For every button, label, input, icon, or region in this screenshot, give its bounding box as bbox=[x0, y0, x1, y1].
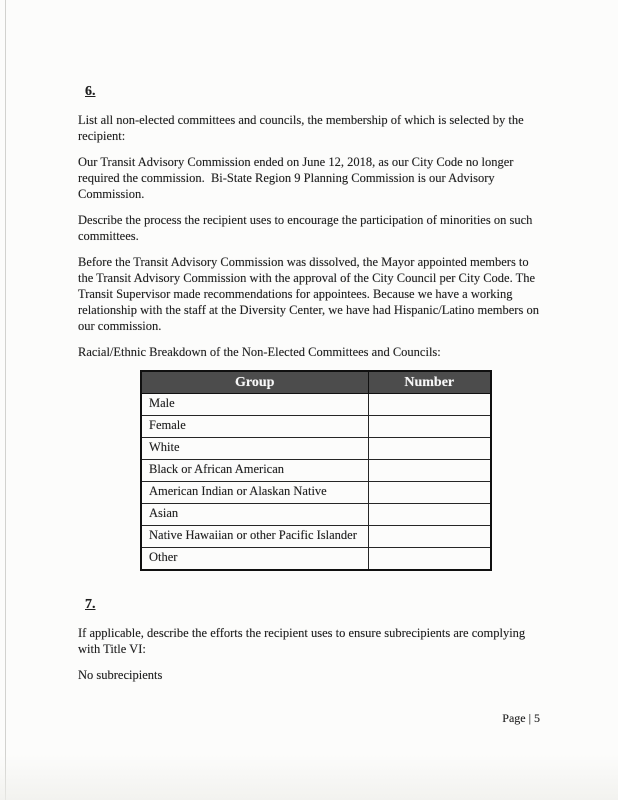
section-7 bbox=[78, 597, 540, 683]
group-cell: Black or African American bbox=[141, 460, 368, 482]
table-row bbox=[141, 460, 491, 482]
section-6-answer-committees: Our Transit Advisory Commission ended on June 12, 2018, as our City Code no longer required the commission. Bi-State Region 9 Planning Commission is our Advisory Commission. bbox=[78, 155, 517, 201]
breakdown-table bbox=[140, 370, 492, 571]
number-cell bbox=[368, 416, 491, 438]
column-header-group: Group bbox=[141, 371, 368, 394]
table-row bbox=[141, 482, 491, 504]
section-6-answer-minorities: Before the Transit Advisory Commission was dissolved, the Mayor appointed members to the Transit Advisory Commission with the approval of the City Council per City Code. The Transit Supervisor made recommendations for appointees. Because we have a working relationship with the staff at the Diversity Center, we have had Hispanic/Latino members on our commission. bbox=[78, 255, 543, 333]
breakdown-section bbox=[78, 344, 540, 571]
section-6-heading: 6. bbox=[85, 84, 96, 99]
table-row bbox=[141, 416, 491, 438]
number-cell bbox=[368, 394, 491, 416]
group-cell: Other bbox=[141, 548, 368, 571]
group-cell: Male bbox=[141, 394, 368, 416]
section-7-heading: 7. bbox=[85, 597, 96, 612]
section-6-prompt-committees: List all non-elected committees and councils, the membership of which is selected by the recipient: bbox=[78, 113, 527, 143]
group-cell: American Indian or Alaskan Native bbox=[141, 482, 368, 504]
table-row bbox=[141, 394, 491, 416]
group-cell: Female bbox=[141, 416, 368, 438]
section-6-prompt-minorities: Describe the process the recipient uses to encourage the participation of minorities on such committees. bbox=[78, 213, 536, 243]
number-cell bbox=[368, 504, 491, 526]
table-row bbox=[141, 526, 491, 548]
scan-noise-artifact bbox=[0, 754, 618, 800]
page-number-footer: Page | 5 bbox=[502, 711, 540, 725]
table-row bbox=[141, 438, 491, 460]
section-6 bbox=[78, 84, 543, 334]
section-7-answer-subrecipients: No subrecipients bbox=[78, 668, 163, 682]
number-cell bbox=[368, 460, 491, 482]
number-cell bbox=[368, 438, 491, 460]
number-cell bbox=[368, 548, 491, 571]
table-row bbox=[141, 548, 491, 571]
number-cell bbox=[368, 526, 491, 548]
breakdown-table-caption: Racial/Ethnic Breakdown of the Non-Elected Committees and Councils: bbox=[78, 345, 441, 359]
table-header-row bbox=[141, 371, 491, 394]
group-cell: Asian bbox=[141, 504, 368, 526]
section-7-prompt-subrecipients: If applicable, describe the efforts the recipient uses to ensure subrecipients are complying with Title VI: bbox=[78, 626, 529, 656]
number-cell bbox=[368, 482, 491, 504]
group-cell: White bbox=[141, 438, 368, 460]
column-header-number: Number bbox=[368, 371, 491, 394]
table-row bbox=[141, 504, 491, 526]
group-cell: Native Hawaiian or other Pacific Islander bbox=[141, 526, 368, 548]
